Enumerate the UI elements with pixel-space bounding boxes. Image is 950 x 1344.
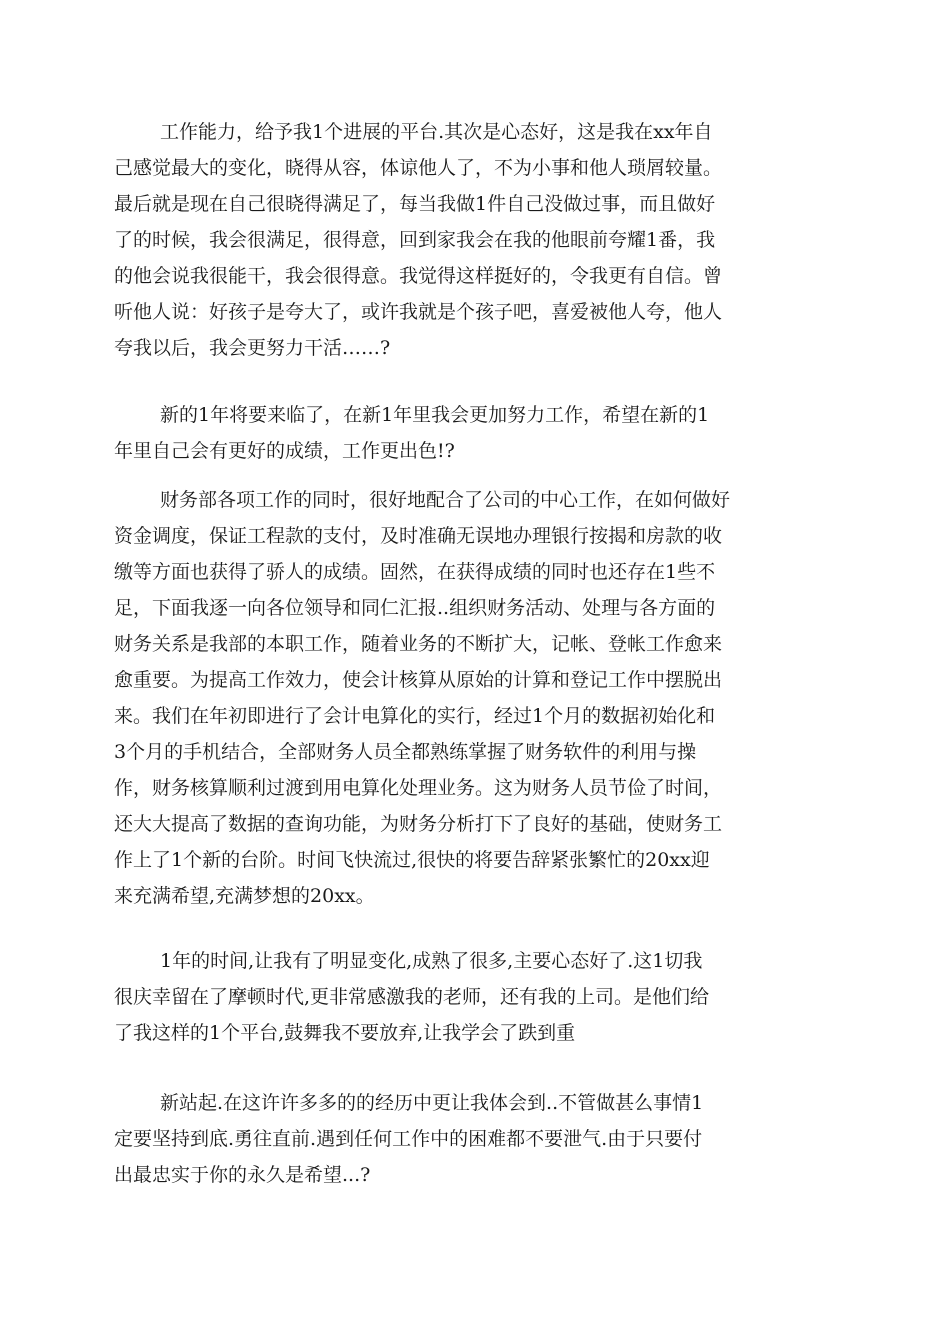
text-line: 新站起.在这许许多多的的经历中更让我体会到..不管做甚么事情1 xyxy=(160,1092,704,1114)
text-line: 来充满希望,充满梦想的20xx。 xyxy=(114,885,375,907)
text-line: 足，下面我逐一向各位领导和同仁汇报..组织财务活动、处理与各方面的 xyxy=(114,597,716,619)
text-line: 来。我们在年初即进行了会计电算化的实行，经过1个月的数据初始化和 xyxy=(114,705,716,727)
text-line: 听他人说：好孩子是夸大了，或许我就是个孩子吧，喜爱被他人夸，他人 xyxy=(114,301,723,323)
text-line: 夸我以后，我会更努力干活……? xyxy=(114,337,391,359)
text-line: 最后就是现在自己很晓得满足了，每当我做1件自己没做过事，而且做好 xyxy=(114,193,716,215)
text-line: 财务关系是我部的本职工作，随着业务的不断扩大，记帐、登帐工作愈来 xyxy=(114,633,723,655)
text-line: 定要坚持到底.勇往直前.遇到任何工作中的困难都不要泄气.由于只要付 xyxy=(114,1128,703,1150)
text-line: 了的时候，我会很满足，很得意，回到家我会在我的他眼前夸耀1番，我 xyxy=(114,229,716,251)
text-line: 很庆幸留在了摩顿时代,更非常感激我的老师，还有我的上司。是他们给 xyxy=(114,986,710,1008)
text-line: 了我这样的1个平台,鼓舞我不要放弃,让我学会了跌到重 xyxy=(114,1022,576,1044)
text-line: 己感觉最大的变化，晓得从容，体谅他人了，不为小事和他人琐屑较量。 xyxy=(114,157,723,179)
text-line: 工作能力，给予我1个进展的平台.其次是心态好，这是我在xx年自 xyxy=(160,121,713,143)
paragraph xyxy=(114,114,834,366)
text-line: 财务部各项工作的同时，很好地配合了公司的中心工作，在如何做好 xyxy=(160,489,731,511)
paragraph xyxy=(114,943,834,1051)
text-line: 资金调度，保证工程款的支付，及时准确无误地办理银行按揭和房款的收 xyxy=(114,525,723,547)
text-line: 愈重要。为提高工作效力，使会计核算从原始的计算和登记工作中摆脱出 xyxy=(114,669,723,691)
text-line: 的他会说我很能干，我会很得意。我觉得这样挺好的，令我更有自信。曾 xyxy=(114,265,723,287)
text-line: 3个月的手机结合，全部财务人员全都熟练掌握了财务软件的利用与操 xyxy=(114,741,697,763)
paragraph xyxy=(114,1085,834,1193)
paragraph xyxy=(114,482,834,914)
text-line: 还大大提高了数据的查询功能，为财务分析打下了良好的基础，使财务工 xyxy=(114,813,723,835)
text-line: 新的1年将要来临了，在新1年里我会更加努力工作，希望在新的1 xyxy=(160,404,710,426)
text-line: 出最忠实于你的永久是希望...? xyxy=(114,1164,371,1186)
text-line: 年里自己会有更好的成绩，工作更出色!? xyxy=(114,440,455,462)
text-line: 作上了1个新的台阶。时间飞快流过,很快的将要告辞紧张繁忙的20xx迎 xyxy=(114,849,710,871)
text-line: 1年的时间,让我有了明显变化,成熟了很多,主要心态好了.这1切我 xyxy=(160,950,703,972)
text-line: 缴等方面也获得了骄人的成绩。固然，在获得成绩的同时也还存在1些不 xyxy=(114,561,716,583)
paragraph xyxy=(114,397,834,469)
text-line: 作，财务核算顺利过渡到用电算化处理业务。这为财务人员节俭了时间， xyxy=(114,777,723,799)
